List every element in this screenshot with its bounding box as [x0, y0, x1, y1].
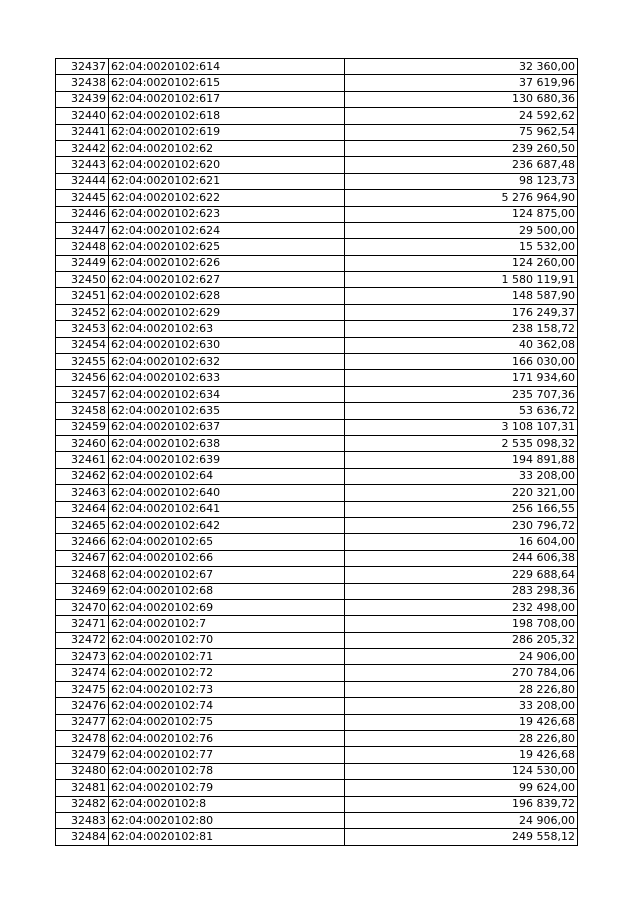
row-number-cell: 32457 [56, 386, 109, 402]
cadastral-value-cell: 232 498,00 [345, 599, 578, 615]
row-number-cell: 32455 [56, 354, 109, 370]
row-number-cell: 32474 [56, 665, 109, 681]
table-row [56, 698, 578, 714]
table-row [56, 616, 578, 632]
cadastral-value-cell: 99 624,00 [345, 780, 578, 796]
row-number-cell: 32472 [56, 632, 109, 648]
table-row [56, 517, 578, 533]
table-row [56, 108, 578, 124]
cadastral-value-cell: 2 535 098,32 [345, 435, 578, 451]
cadastral-value-cell: 1 580 119,91 [345, 272, 578, 288]
table-row [56, 485, 578, 501]
cadastral-value-cell: 19 426,68 [345, 714, 578, 730]
row-number-cell: 32481 [56, 780, 109, 796]
cadastral-number-cell: 62:04:0020102:65 [109, 534, 345, 550]
cadastral-value-cell: 148 587,90 [345, 288, 578, 304]
cadastral-number-cell: 62:04:0020102:624 [109, 222, 345, 238]
table-row [56, 59, 578, 75]
table-row [56, 255, 578, 271]
cadastral-number-cell: 62:04:0020102:64 [109, 468, 345, 484]
row-number-cell: 32449 [56, 255, 109, 271]
cadastral-number-cell: 62:04:0020102:74 [109, 698, 345, 714]
table-row [56, 272, 578, 288]
cadastral-number-cell: 62:04:0020102:629 [109, 304, 345, 320]
table-row [56, 288, 578, 304]
cadastral-number-cell: 62:04:0020102:70 [109, 632, 345, 648]
table-row [56, 796, 578, 812]
row-number-cell: 32445 [56, 190, 109, 206]
cadastral-number-cell: 62:04:0020102:622 [109, 190, 345, 206]
row-number-cell: 32461 [56, 452, 109, 468]
cadastral-value-cell: 176 249,37 [345, 304, 578, 320]
cadastral-number-cell: 62:04:0020102:626 [109, 255, 345, 271]
table-row [56, 452, 578, 468]
table-row [56, 714, 578, 730]
cadastral-number-cell: 62:04:0020102:641 [109, 501, 345, 517]
cadastral-value-cell: 5 276 964,90 [345, 190, 578, 206]
cadastral-number-cell: 62:04:0020102:73 [109, 681, 345, 697]
table-row [56, 583, 578, 599]
cadastral-value-cell: 270 784,06 [345, 665, 578, 681]
row-number-cell: 32444 [56, 173, 109, 189]
table-row [56, 435, 578, 451]
table-row [56, 354, 578, 370]
cadastral-value-cell: 235 707,36 [345, 386, 578, 402]
row-number-cell: 32458 [56, 403, 109, 419]
table-row [56, 157, 578, 173]
cadastral-value-cell: 3 108 107,31 [345, 419, 578, 435]
cadastral-value-cell: 24 592,62 [345, 108, 578, 124]
row-number-cell: 32441 [56, 124, 109, 140]
cadastral-value-cell: 171 934,60 [345, 370, 578, 386]
table-row [56, 222, 578, 238]
cadastral-number-cell: 62:04:0020102:79 [109, 780, 345, 796]
cadastral-number-cell: 62:04:0020102:7 [109, 616, 345, 632]
cadastral-number-cell: 62:04:0020102:75 [109, 714, 345, 730]
table-row [56, 337, 578, 353]
cadastral-value-cell: 75 962,54 [345, 124, 578, 140]
table-row [56, 403, 578, 419]
cadastral-number-cell: 62:04:0020102:63 [109, 321, 345, 337]
cadastral-value-cell: 24 906,00 [345, 649, 578, 665]
cadastral-value-cell: 239 260,50 [345, 140, 578, 156]
row-number-cell: 32446 [56, 206, 109, 222]
cadastral-number-cell: 62:04:0020102:62 [109, 140, 345, 156]
cadastral-number-cell: 62:04:0020102:80 [109, 812, 345, 828]
cadastral-value-cell: 24 906,00 [345, 812, 578, 828]
row-number-cell: 32482 [56, 796, 109, 812]
row-number-cell: 32459 [56, 419, 109, 435]
cadastral-value-cell: 19 426,68 [345, 747, 578, 763]
row-number-cell: 32464 [56, 501, 109, 517]
table-row [56, 239, 578, 255]
cadastral-number-cell: 62:04:0020102:627 [109, 272, 345, 288]
table-row [56, 567, 578, 583]
cadastral-number-cell: 62:04:0020102:72 [109, 665, 345, 681]
cadastral-number-cell: 62:04:0020102:66 [109, 550, 345, 566]
cadastral-value-cell: 220 321,00 [345, 485, 578, 501]
cadastral-number-cell: 62:04:0020102:614 [109, 59, 345, 75]
row-number-cell: 32450 [56, 272, 109, 288]
row-number-cell: 32460 [56, 435, 109, 451]
row-number-cell: 32437 [56, 59, 109, 75]
cadastral-value-table [55, 58, 578, 846]
table-row [56, 501, 578, 517]
cadastral-value-cell: 194 891,88 [345, 452, 578, 468]
row-number-cell: 32438 [56, 75, 109, 91]
cadastral-value-cell: 32 360,00 [345, 59, 578, 75]
cadastral-number-cell: 62:04:0020102:81 [109, 829, 345, 845]
cadastral-value-cell: 198 708,00 [345, 616, 578, 632]
cadastral-number-cell: 62:04:0020102:620 [109, 157, 345, 173]
table-row [56, 140, 578, 156]
cadastral-number-cell: 62:04:0020102:69 [109, 599, 345, 615]
cadastral-value-cell: 124 530,00 [345, 763, 578, 779]
cadastral-value-cell: 166 030,00 [345, 354, 578, 370]
table-row [56, 632, 578, 648]
cadastral-value-cell: 15 532,00 [345, 239, 578, 255]
cadastral-number-cell: 62:04:0020102:621 [109, 173, 345, 189]
cadastral-number-cell: 62:04:0020102:633 [109, 370, 345, 386]
cadastral-value-cell: 98 123,73 [345, 173, 578, 189]
cadastral-value-cell: 16 604,00 [345, 534, 578, 550]
table-row [56, 747, 578, 763]
table-row [56, 780, 578, 796]
cadastral-value-cell: 33 208,00 [345, 698, 578, 714]
cadastral-number-cell: 62:04:0020102:630 [109, 337, 345, 353]
cadastral-number-cell: 62:04:0020102:635 [109, 403, 345, 419]
cadastral-value-cell: 236 687,48 [345, 157, 578, 173]
cadastral-value-cell: 238 158,72 [345, 321, 578, 337]
cadastral-number-cell: 62:04:0020102:625 [109, 239, 345, 255]
cadastral-number-cell: 62:04:0020102:8 [109, 796, 345, 812]
row-number-cell: 32453 [56, 321, 109, 337]
cadastral-number-cell: 62:04:0020102:68 [109, 583, 345, 599]
cadastral-value-cell: 33 208,00 [345, 468, 578, 484]
row-number-cell: 32478 [56, 731, 109, 747]
cadastral-value-cell: 229 688,64 [345, 567, 578, 583]
table-row [56, 419, 578, 435]
table-row [56, 468, 578, 484]
cadastral-number-cell: 62:04:0020102:637 [109, 419, 345, 435]
cadastral-value-cell: 249 558,12 [345, 829, 578, 845]
row-number-cell: 32456 [56, 370, 109, 386]
cadastral-value-cell: 286 205,32 [345, 632, 578, 648]
cadastral-value-cell: 53 636,72 [345, 403, 578, 419]
cadastral-number-cell: 62:04:0020102:619 [109, 124, 345, 140]
table-row [56, 665, 578, 681]
cadastral-number-cell: 62:04:0020102:639 [109, 452, 345, 468]
row-number-cell: 32483 [56, 812, 109, 828]
row-number-cell: 32475 [56, 681, 109, 697]
table-row [56, 304, 578, 320]
cadastral-number-cell: 62:04:0020102:615 [109, 75, 345, 91]
cadastral-number-cell: 62:04:0020102:71 [109, 649, 345, 665]
row-number-cell: 32451 [56, 288, 109, 304]
table-row [56, 370, 578, 386]
cadastral-value-cell: 196 839,72 [345, 796, 578, 812]
table-row [56, 763, 578, 779]
table-row [56, 91, 578, 107]
row-number-cell: 32439 [56, 91, 109, 107]
table-row [56, 534, 578, 550]
table-row [56, 599, 578, 615]
cadastral-value-cell: 256 166,55 [345, 501, 578, 517]
cadastral-number-cell: 62:04:0020102:617 [109, 91, 345, 107]
cadastral-number-cell: 62:04:0020102:76 [109, 731, 345, 747]
row-number-cell: 32470 [56, 599, 109, 615]
row-number-cell: 32465 [56, 517, 109, 533]
table-row [56, 75, 578, 91]
table-row [56, 829, 578, 845]
cadastral-value-cell: 130 680,36 [345, 91, 578, 107]
row-number-cell: 32484 [56, 829, 109, 845]
cadastral-number-cell: 62:04:0020102:632 [109, 354, 345, 370]
row-number-cell: 32473 [56, 649, 109, 665]
table-row [56, 190, 578, 206]
row-number-cell: 32479 [56, 747, 109, 763]
row-number-cell: 32469 [56, 583, 109, 599]
row-number-cell: 32442 [56, 140, 109, 156]
cadastral-value-cell: 40 362,08 [345, 337, 578, 353]
cadastral-number-cell: 62:04:0020102:638 [109, 435, 345, 451]
row-number-cell: 32466 [56, 534, 109, 550]
row-number-cell: 32480 [56, 763, 109, 779]
row-number-cell: 32454 [56, 337, 109, 353]
cadastral-number-cell: 62:04:0020102:628 [109, 288, 345, 304]
row-number-cell: 32443 [56, 157, 109, 173]
table-row [56, 550, 578, 566]
cadastral-value-cell: 28 226,80 [345, 731, 578, 747]
cadastral-value-cell: 28 226,80 [345, 681, 578, 697]
row-number-cell: 32462 [56, 468, 109, 484]
cadastral-value-cell: 124 875,00 [345, 206, 578, 222]
cadastral-number-cell: 62:04:0020102:78 [109, 763, 345, 779]
table-row [56, 386, 578, 402]
row-number-cell: 32468 [56, 567, 109, 583]
row-number-cell: 32448 [56, 239, 109, 255]
cadastral-number-cell: 62:04:0020102:67 [109, 567, 345, 583]
cadastral-value-cell: 29 500,00 [345, 222, 578, 238]
row-number-cell: 32452 [56, 304, 109, 320]
cadastral-value-cell: 244 606,38 [345, 550, 578, 566]
cadastral-number-cell: 62:04:0020102:642 [109, 517, 345, 533]
row-number-cell: 32463 [56, 485, 109, 501]
table-row [56, 124, 578, 140]
cadastral-value-cell: 37 619,96 [345, 75, 578, 91]
cadastral-number-cell: 62:04:0020102:634 [109, 386, 345, 402]
row-number-cell: 32467 [56, 550, 109, 566]
cadastral-number-cell: 62:04:0020102:623 [109, 206, 345, 222]
table-row [56, 731, 578, 747]
cadastral-value-cell: 283 298,36 [345, 583, 578, 599]
table-row [56, 812, 578, 828]
table-row [56, 206, 578, 222]
cadastral-number-cell: 62:04:0020102:640 [109, 485, 345, 501]
cadastral-value-cell: 124 260,00 [345, 255, 578, 271]
row-number-cell: 32447 [56, 222, 109, 238]
table-body [56, 59, 578, 846]
table-row [56, 681, 578, 697]
table-row [56, 321, 578, 337]
row-number-cell: 32476 [56, 698, 109, 714]
table-row [56, 173, 578, 189]
cadastral-number-cell: 62:04:0020102:618 [109, 108, 345, 124]
row-number-cell: 32440 [56, 108, 109, 124]
cadastral-number-cell: 62:04:0020102:77 [109, 747, 345, 763]
cadastral-value-cell: 230 796,72 [345, 517, 578, 533]
table-row [56, 649, 578, 665]
row-number-cell: 32477 [56, 714, 109, 730]
row-number-cell: 32471 [56, 616, 109, 632]
